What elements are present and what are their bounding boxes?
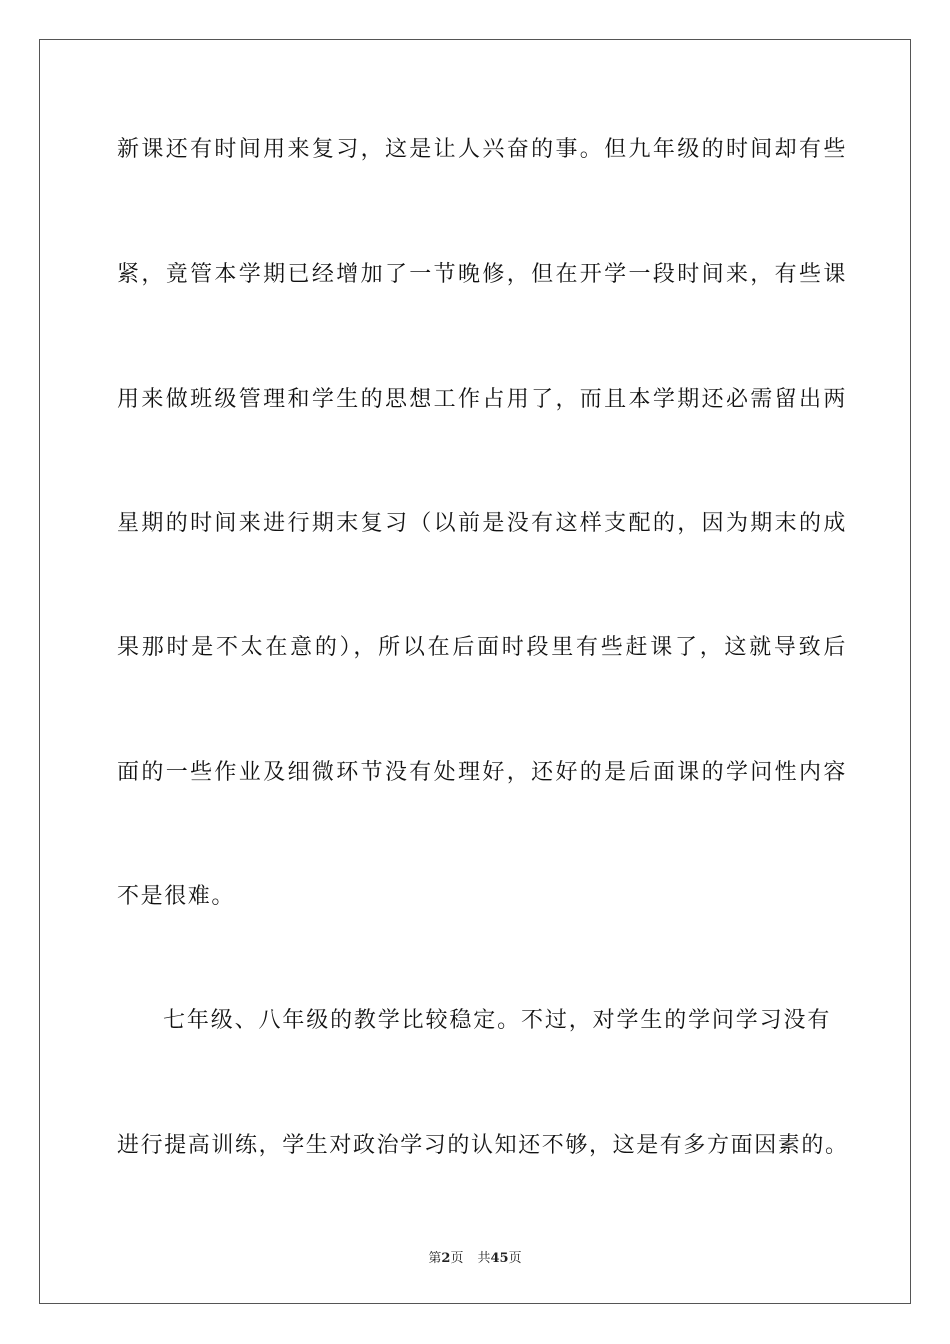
- page-label-prefix: 第: [428, 1251, 442, 1266]
- paragraph-line: 星期的时间来进行期末复习（以前是没有这样支配的，因为期末的成: [117, 511, 847, 536]
- paragraph-line: 果那时是不太在意的），所以在后面时段里有些赶课了，这就导致后: [117, 635, 847, 660]
- total-label-suffix: 页: [508, 1251, 522, 1266]
- paragraph-line: 面的一些作业及细微环节没有处理好，还好的是后面课的学问性内容: [117, 760, 847, 785]
- page-footer: [0, 1247, 950, 1266]
- paragraph-line: 不是很难。: [117, 884, 236, 909]
- paragraph-line: 用来做班级管理和学生的思想工作占用了，而且本学期还必需留出两: [117, 387, 847, 412]
- total-pages: 45: [490, 1251, 509, 1266]
- page-label-suffix: 页: [450, 1251, 464, 1266]
- total-label-prefix: 共: [477, 1251, 491, 1266]
- page-number: 2: [441, 1251, 451, 1266]
- page-border: [39, 39, 911, 1304]
- paragraph-line-indented: 七年级、八年级的教学比较稳定。不过，对学生的学问学习没有: [163, 1008, 831, 1033]
- paragraph-line: 新课还有时间用来复习，这是让人兴奋的事。但九年级的时间却有些: [117, 137, 847, 162]
- paragraph-line: 进行提高训练，学生对政治学习的认知还不够，这是有多方面因素的。: [117, 1133, 849, 1158]
- paragraph-line: 紧，竟管本学期已经增加了一节晚修，但在开学一段时间来，有些课: [117, 262, 847, 287]
